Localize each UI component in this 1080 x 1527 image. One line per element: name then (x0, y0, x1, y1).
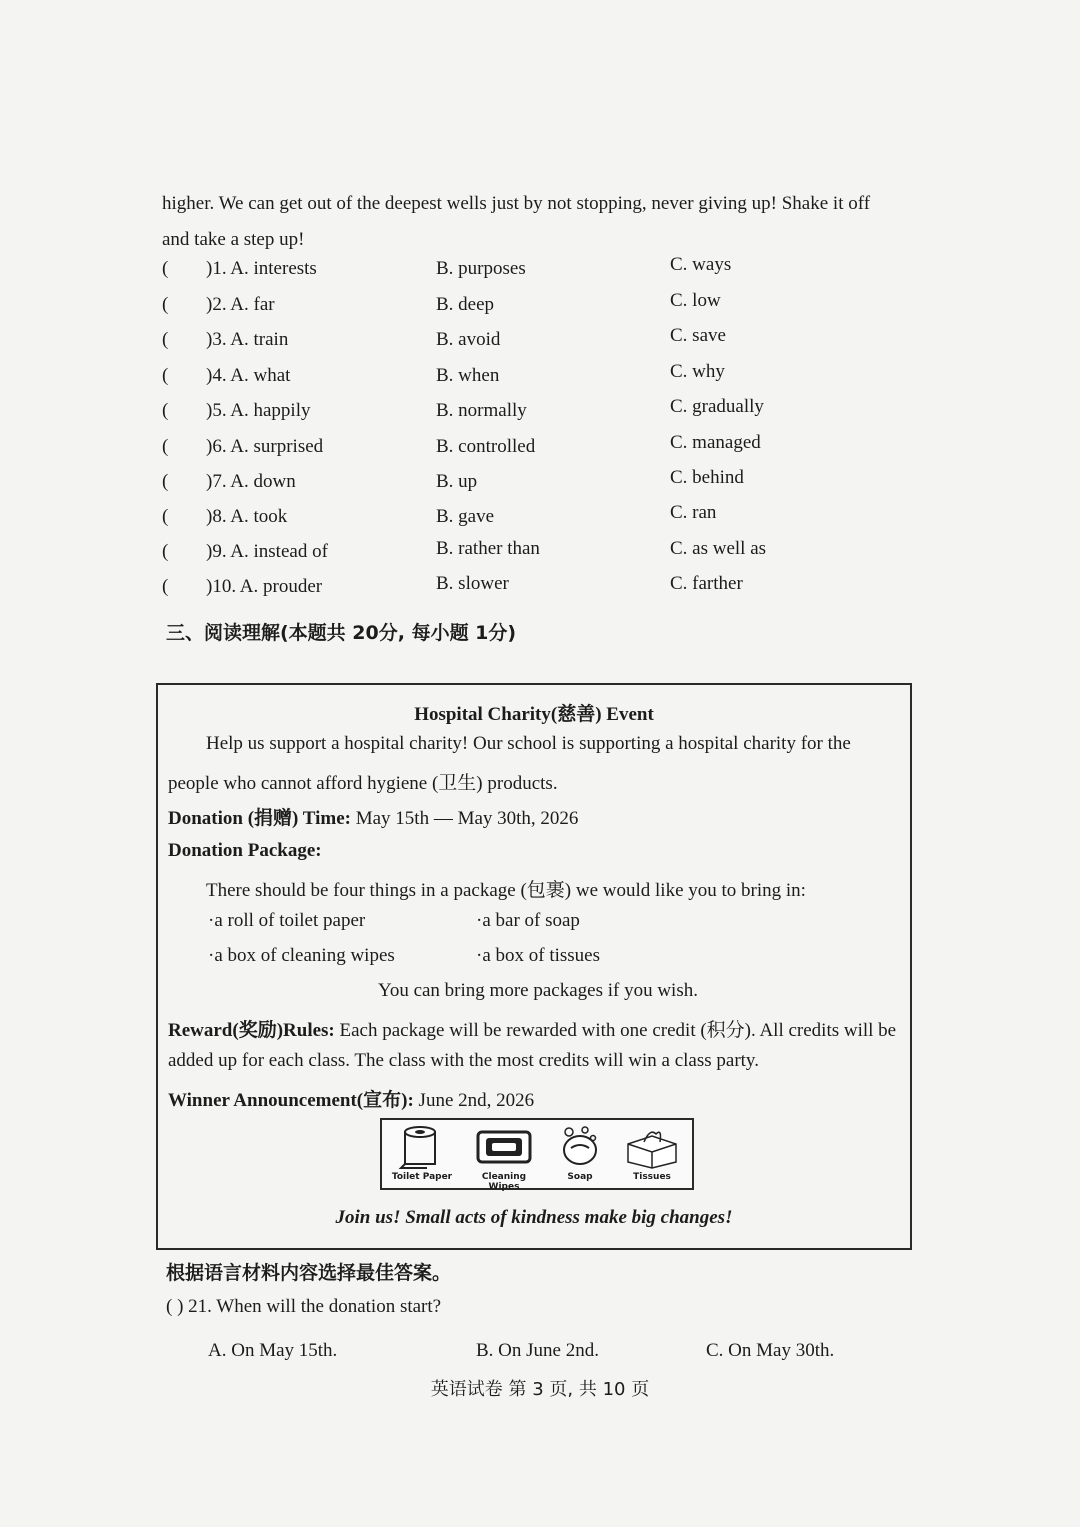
package-item: ·a box of cleaning wipes (208, 945, 395, 966)
option-a: )3. A. train (206, 329, 289, 350)
toilet-paper-item (384, 1124, 460, 1188)
option-a: )1. A. interests (206, 258, 317, 279)
notice-slogan: Join us! Small acts of kindness make big changes! (335, 1207, 733, 1228)
answer-paren: ( (162, 506, 169, 527)
reward-text-line: added up for each class. The class with the most credits will win a class party. (168, 1050, 759, 1071)
more-packages-note: You can bring more packages if you wish. (378, 980, 698, 1001)
option-b: B. normally (436, 400, 527, 421)
answer-paren: ( (162, 365, 169, 386)
package-item: ·a roll of toilet paper (208, 910, 366, 931)
cleaning-wipes-icon (474, 1124, 534, 1170)
cleaning-wipes-item (466, 1124, 542, 1192)
page-footer: 英语试卷 第 3 页, 共 10 页 (430, 1379, 650, 1400)
option-b: B. controlled (436, 436, 536, 457)
answer-paren: ( (162, 576, 169, 597)
notice-para-line: people who cannot afford hygiene (卫生) products. (168, 773, 558, 794)
package-item: ·a bar of soap (476, 910, 580, 931)
option-b: B. when (436, 365, 500, 386)
option-b: B. slower (436, 573, 509, 594)
answer-paren: ( (162, 471, 169, 492)
option-b: B. purposes (436, 258, 526, 279)
option-a: )7. A. down (206, 471, 296, 492)
question-21-stem: ( ) 21. When will the donation start? (166, 1296, 442, 1317)
option-a: )8. A. took (206, 506, 288, 527)
answer-paren: ( (162, 294, 169, 315)
passage-line: and take a step up! (162, 229, 305, 250)
option-c: C. farther (670, 573, 743, 594)
package-heading (168, 840, 322, 862)
items-illustration (380, 1118, 694, 1190)
donation-time-label: Donation (捐赠) Time: (168, 808, 351, 829)
option-c: C. ways (670, 254, 732, 275)
cloze-question-3 (162, 325, 922, 359)
option-b: B. up (436, 471, 478, 492)
answer-paren: ( (162, 436, 169, 457)
cloze-question-9 (162, 538, 922, 571)
package-item: ·a box of tissues (476, 945, 601, 966)
cloze-question-5 (162, 396, 922, 430)
winner-date: June 2nd, 2026 (413, 1090, 535, 1111)
option-b: B. rather than (436, 538, 540, 559)
option-c: C. managed (670, 432, 761, 453)
question-21-option-b: B. On June 2nd. (476, 1340, 599, 1361)
passage-line: higher. We can get out of the deepest wells just by not stopping, never giving up! Shake it off (162, 193, 871, 214)
question-21-option-c: C. On May 30th. (706, 1340, 835, 1361)
icon-label: Toilet Paper (391, 1172, 453, 1182)
answer-paren: ( (162, 541, 169, 562)
option-a: )2. A. far (206, 294, 275, 315)
option-c: C. behind (670, 467, 744, 488)
answer-paren: ( (162, 258, 169, 279)
option-c: C. as well as (670, 538, 767, 559)
notice-para-line: Help us support a hospital charity! Our school is supporting a hospital charity for the (206, 733, 851, 754)
toilet-paper-icon (397, 1124, 447, 1170)
package-label: Donation Package: (168, 840, 322, 861)
option-c: C. gradually (670, 396, 764, 417)
option-b: B. deep (436, 294, 495, 315)
charity-notice (156, 683, 912, 1250)
winner-announcement (168, 1085, 534, 1112)
section-heading: 三、阅读理解(本题共 20分, 每小题 1分) (166, 622, 517, 644)
soap-item (542, 1124, 618, 1188)
reward-rules (168, 1015, 896, 1042)
cloze-question-7 (162, 467, 922, 501)
option-a: )6. A. surprised (206, 436, 324, 457)
cloze-question-1 (162, 254, 922, 288)
instruction: 根据语言材料内容选择最佳答案。 (166, 1262, 452, 1284)
donation-time-value: May 15th — May 30th, 2026 (350, 808, 579, 829)
donation-time (168, 803, 578, 830)
reward-text: Each package will be rewarded with one credit (积分). All credits will be (334, 1020, 897, 1041)
cloze-question-2 (162, 290, 922, 324)
icon-label: Cleaning Wipes (481, 1172, 527, 1192)
cloze-question-4 (162, 361, 922, 395)
icon-label: Soap (567, 1172, 593, 1182)
soap-icon (555, 1124, 605, 1170)
answer-paren: ( (162, 400, 169, 421)
tissues-item (614, 1124, 690, 1188)
option-c: C. low (670, 290, 721, 311)
option-a: )4. A. what (206, 365, 291, 386)
package-intro: There should be four things in a package (包裹) we would like you to bring in: (206, 880, 806, 901)
option-a: )5. A. happily (206, 400, 311, 421)
option-b: B. avoid (436, 329, 501, 350)
option-a: )9. A. instead of (206, 541, 328, 562)
option-c: C. ran (670, 502, 717, 523)
answer-paren: ( (162, 329, 169, 350)
icon-label: Tissues (633, 1172, 671, 1182)
notice-title: Hospital Charity(慈善) Event (414, 704, 654, 725)
tissues-icon (622, 1124, 682, 1170)
cloze-question-8 (162, 502, 922, 536)
passage-ending (162, 186, 922, 258)
winner-label: Winner Announcement(宣布): (168, 1090, 414, 1111)
option-a: )10. A. prouder (206, 576, 323, 597)
cloze-question-10 (162, 573, 922, 606)
reward-label: Reward(奖励)Rules: (168, 1020, 335, 1041)
option-c: C. why (670, 361, 725, 382)
question-21-option-a: A. On May 15th. (208, 1340, 338, 1361)
cloze-question-6 (162, 432, 922, 466)
option-b: B. gave (436, 506, 495, 527)
option-c: C. save (670, 325, 726, 346)
